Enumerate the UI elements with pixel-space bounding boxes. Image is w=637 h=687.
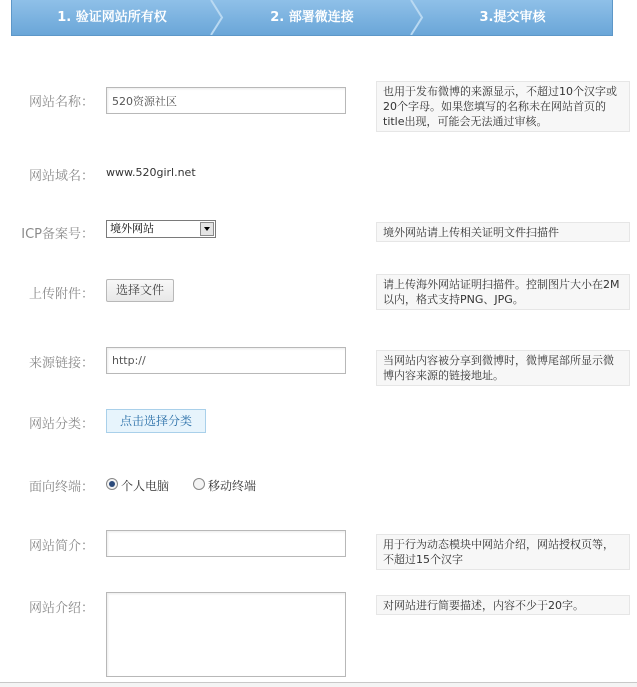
intro-label: 网站介绍： xyxy=(28,601,94,616)
radio-pc-label[interactable]: 个人电脑 xyxy=(121,479,170,493)
site-name-label: 网站名称： xyxy=(28,95,94,110)
site-name-hint: 也用于发布微博的来源显示，不超过10个汉字或20个字母。如果您填写的名称未在网站首页的title出现，可能会无法通过审核。 xyxy=(376,81,630,132)
domain-value: www.520girl.net xyxy=(106,166,196,179)
icp-hint: 境外网站请上传相关证明文件扫描件 xyxy=(376,222,630,242)
step-2-deploy-connect: 2. 部署微连接 xyxy=(270,10,354,25)
select-category-button[interactable]: 点击选择分类 xyxy=(106,409,206,433)
intro-textarea[interactable] xyxy=(106,592,346,677)
choose-file-button[interactable]: 选择文件 xyxy=(106,279,174,302)
attachment-label: 上传附件： xyxy=(28,287,94,302)
radio-mobile-label[interactable]: 移动终端 xyxy=(208,479,257,493)
domain-label: 网站域名： xyxy=(28,169,94,184)
radio-pc[interactable] xyxy=(106,478,118,490)
step-3-submit-review: 3.提交审核 xyxy=(479,10,546,25)
source-link-input[interactable] xyxy=(106,347,346,374)
intro-hint: 对网站进行简要描述，内容不少于20字。 xyxy=(376,595,630,615)
icp-select-value: 境外网站 xyxy=(110,222,154,235)
icp-select[interactable] xyxy=(106,220,216,238)
radio-mobile[interactable] xyxy=(193,478,205,490)
chevron-down-icon[interactable] xyxy=(200,222,214,236)
category-label: 网站分类： xyxy=(28,417,94,432)
site-name-input[interactable] xyxy=(106,87,346,114)
source-link-label: 来源链接： xyxy=(28,356,94,371)
attachment-hint: 请上传海外网站证明扫描件。控制图片大小在2M以内，格式支持PNG、JPG。 xyxy=(376,274,630,310)
source-link-hint: 当网站内容被分享到微博时，微博尾部所显示微博内容来源的链接地址。 xyxy=(376,350,630,386)
summary-input[interactable] xyxy=(106,530,346,557)
step-1-verify-ownership: 1. 验证网站所有权 xyxy=(57,10,167,25)
summary-label: 网站简介： xyxy=(28,539,94,554)
bottom-divider xyxy=(0,682,637,687)
summary-hint: 用于行为动态模块中网站介绍，网站授权页等，不超过15个汉字 xyxy=(376,534,630,570)
terminal-label: 面向终端： xyxy=(28,480,94,495)
step-progress-bar xyxy=(11,0,613,36)
icp-label: ICP备案号： xyxy=(21,227,94,242)
